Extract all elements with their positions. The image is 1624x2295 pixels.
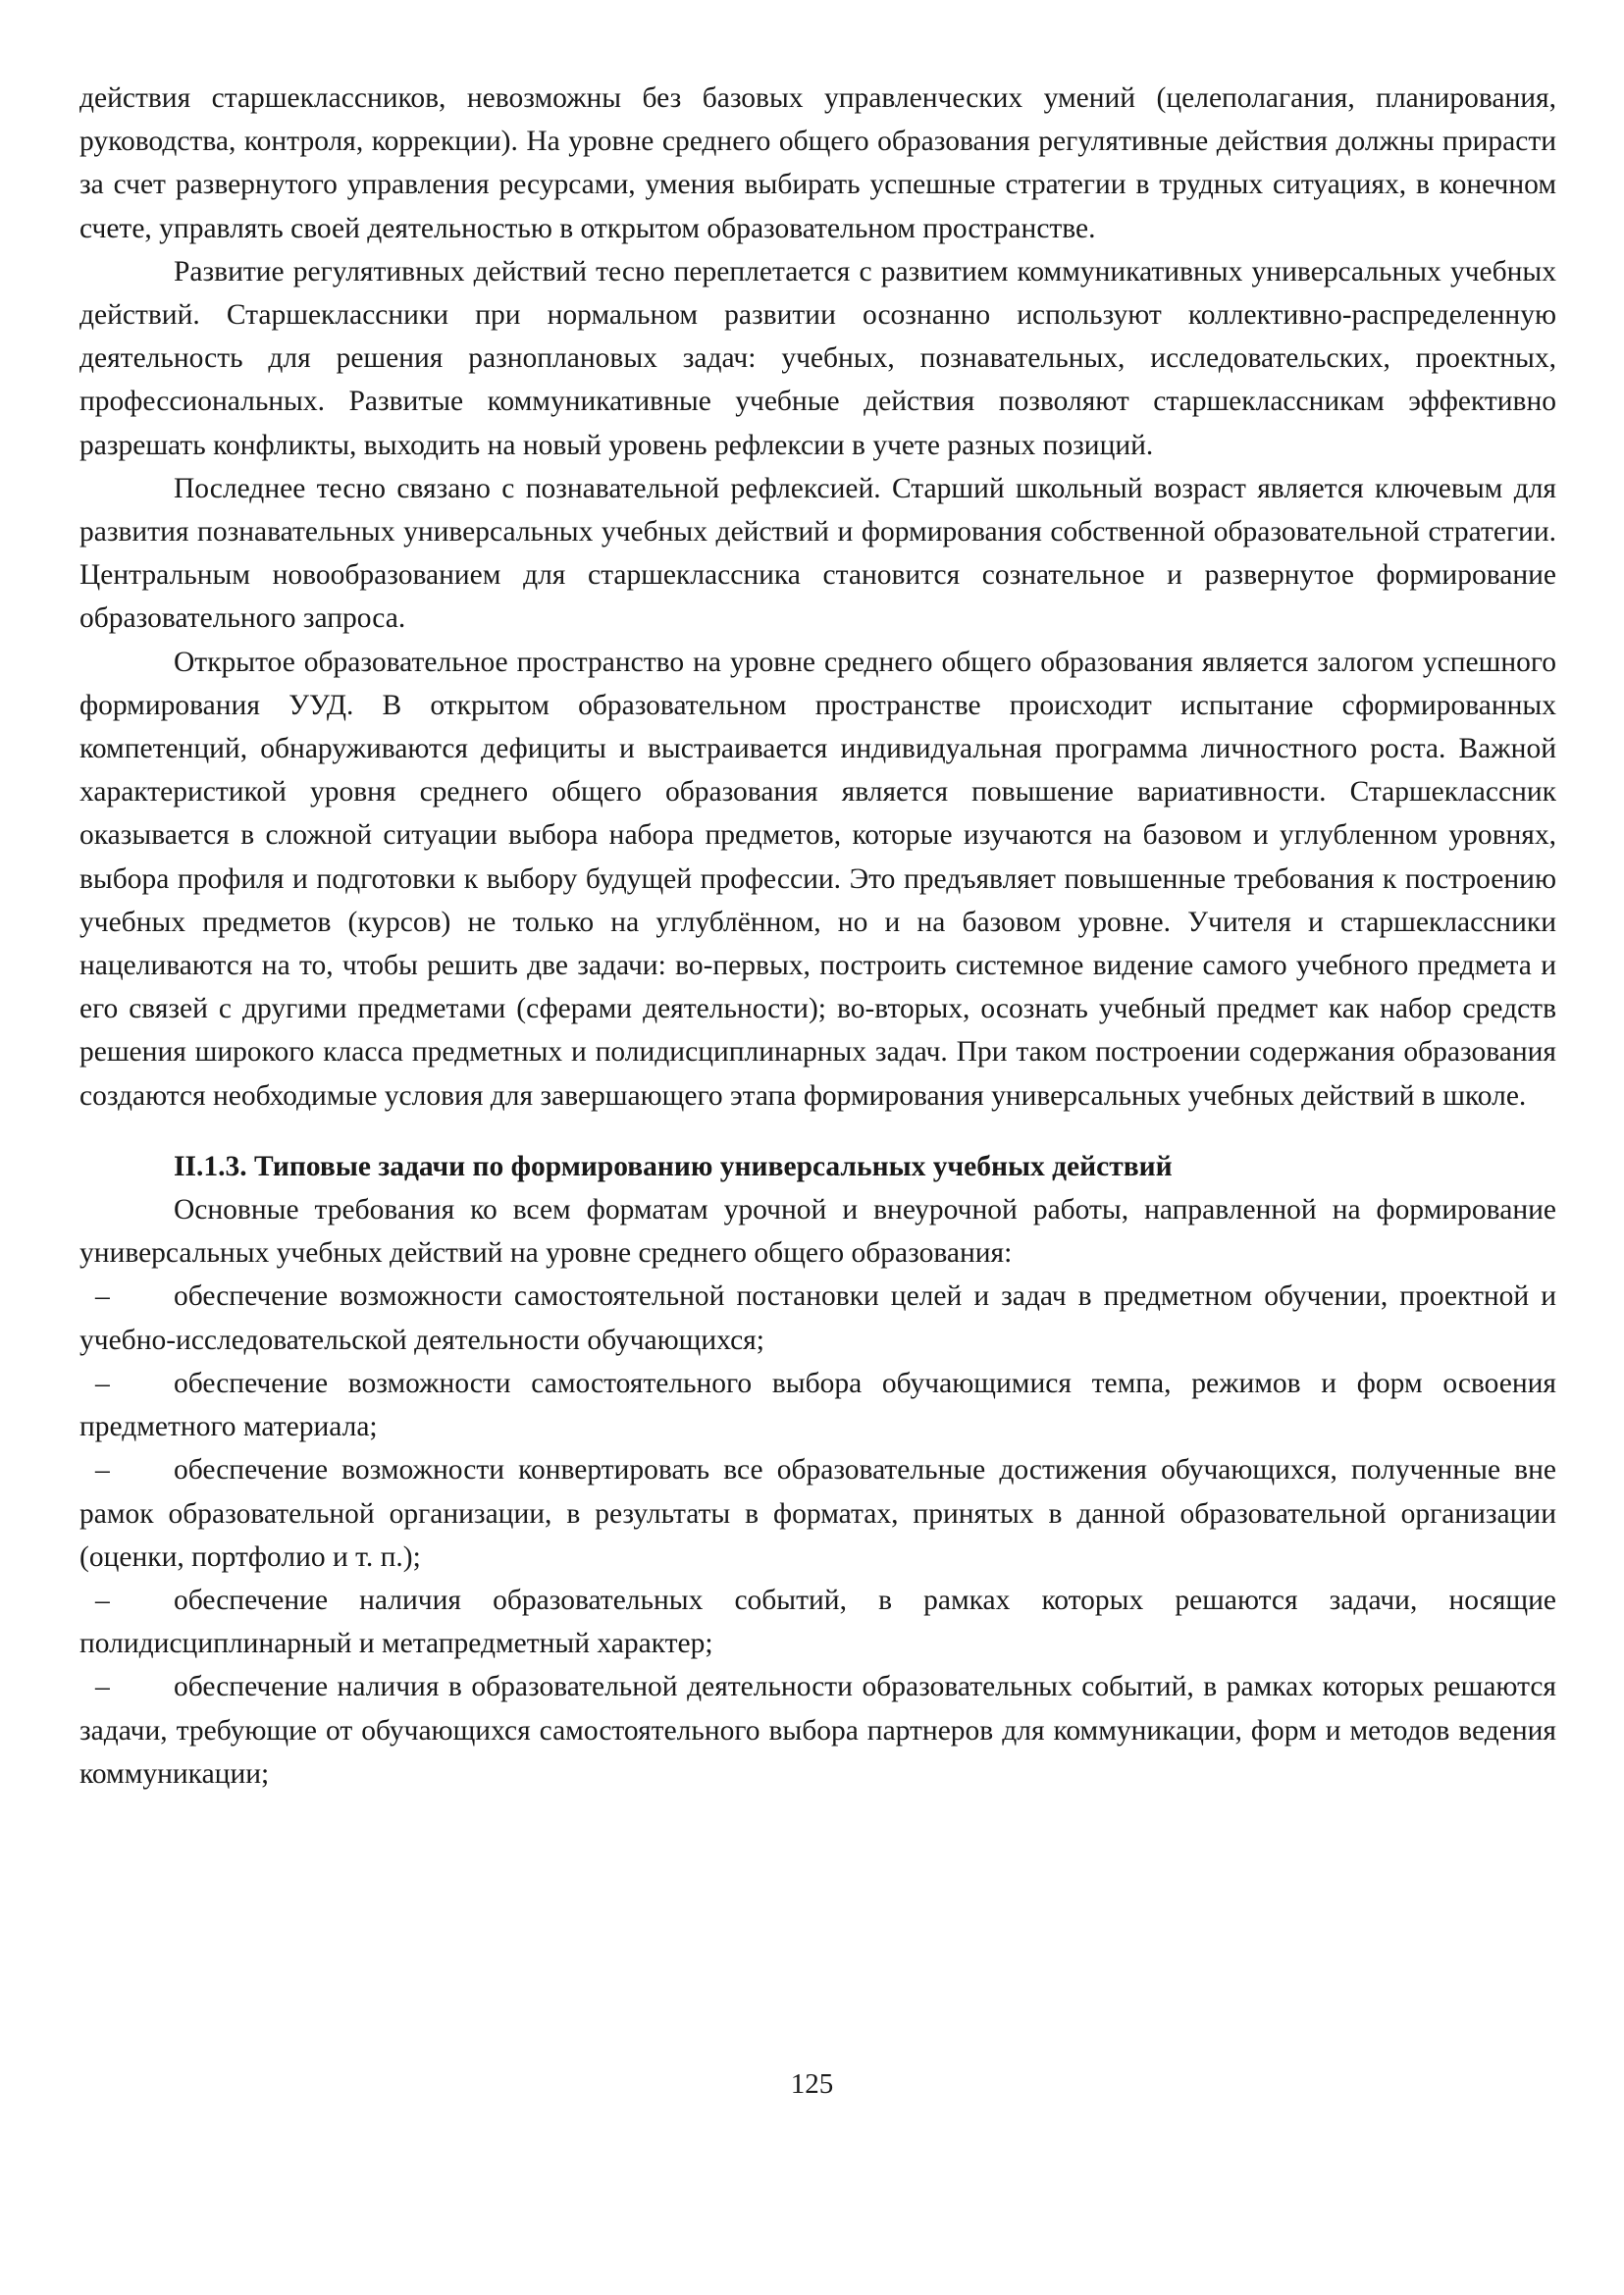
dash-bullet-icon: –: [95, 1280, 110, 1313]
list-item-text: обеспечение возможности конвертировать все образовательные достижения обучающихся, полученные вне рамок образовательной организации, в результаты в форматах, принятых в данной образовательной организации (оценки, портфолио и т. п.);: [79, 1454, 1556, 1573]
dash-bullet-icon: –: [95, 1671, 110, 1703]
list-item-text: обеспечение наличия в образовательной деятельности образовательных событий, в рамках которых решаются задачи, требующие от обучающихся самостоятельного выбора партнеров для коммуникации, форм и методов ведения коммуникации;: [79, 1671, 1556, 1790]
page-number: 125: [790, 2068, 834, 2100]
list-item-text: обеспечение наличия образовательных событий, в рамках которых решаются задачи, носящие полидисциплинарный и метапредметный характер;: [79, 1584, 1556, 1660]
paragraph-cognitive-reflection: Последнее тесно связано с познавательной рефлексией. Старший школьный возраст является ключевым для развития познавательных универсальных учебных действий и формирования собственной образовательной стратегии. Центральным новообразованием для старшеклассника становится сознательное и развернутое формирование образовательного запроса.: [79, 472, 1556, 635]
list-item: [79, 1448, 1556, 1579]
list-item: [79, 1362, 1556, 1448]
dash-bullet-icon: –: [95, 1584, 110, 1616]
paragraph-regulative-communicative: Развитие регулятивных действий тесно переплетается с развитием коммуникативных универсальных учебных действий. Старшеклассники при нормальном развитии осознанно используют коллективно-распределенную деятельность для решения разноплановых задач: учебных, познавательных, исследовательских, проектных, профессиональных. Развитые коммуникативные учебные действия позволяют старшеклассникам эффективно разрешать конфликты, выходить на новый уровень рефлексии в учете разных позиций.: [79, 255, 1556, 461]
dash-bullet-icon: –: [95, 1454, 110, 1487]
paragraph-continuation: действия старшеклассников, невозможны без базовых управленческих умений (целеполагания, планирования, руководства, контроля, коррекции). На уровне среднего общего образования регулятивные действия должны прирасти за счет развернутого управления ресурсами, умения выбирать успешные стратегии в трудных ситуациях, в конечном счете, управлять своей деятельностью в открытом образовательном пространстве.: [79, 82, 1556, 244]
list-item-text: обеспечение возможности самостоятельного выбора обучающимися темпа, режимов и форм освоения предметного материала;: [79, 1367, 1556, 1443]
paragraph-requirements-intro: Основные требования ко всем форматам урочной и внеурочной работы, направленной на формирование универсальных учебных действий на уровне среднего общего образования:: [79, 1194, 1556, 1270]
paragraph-open-educational-space: Открытое образовательное пространство на уровне среднего общего образования является залогом успешного формирования УУД. В открытом образовательном пространстве происходит испытание сформированных компетенций, обнаруживаются дефициты и выстраивается индивидуальная программа личностного роста. Важной характеристикой уровня среднего общего образования является повышение вариативности. Старшеклассник оказывается в сложной ситуации выбора набора предметов, которые изучаются на базовом и углубленном уровнях, выбора профиля и подготовки к выбору будущей профессии. Это предъявляет повышенные требования к построению учебных предметов (курсов) не только на углублённом, но и на базовом уровне. Учителя и старшеклассники нацеливаются на то, чтобы решить две задачи: во-первых, построить системное видение самого учебного предмета и его связей с другими предметами (сферами деятельности); во-вторых, осознать учебный предмет как набор средств решения широкого класса предметных и полидисциплинарных задач. При таком построении содержания образования создаются необходимые условия для завершающего этапа формирования универсальных учебных действий в школе.: [79, 646, 1556, 1112]
dash-bullet-icon: –: [95, 1367, 110, 1399]
list-item-text: обеспечение возможности самостоятельной постановки целей и задач в предметном обучении, проектной и учебно-исследовательской деятельности обучающихся;: [79, 1280, 1556, 1356]
list-item: [79, 1579, 1556, 1665]
document-page: [79, 77, 1556, 1796]
list-item: [79, 1275, 1556, 1361]
section-heading: II.1.3. Типовые задачи по формированию универсальных учебных действий: [174, 1150, 1173, 1182]
list-item: [79, 1665, 1556, 1796]
